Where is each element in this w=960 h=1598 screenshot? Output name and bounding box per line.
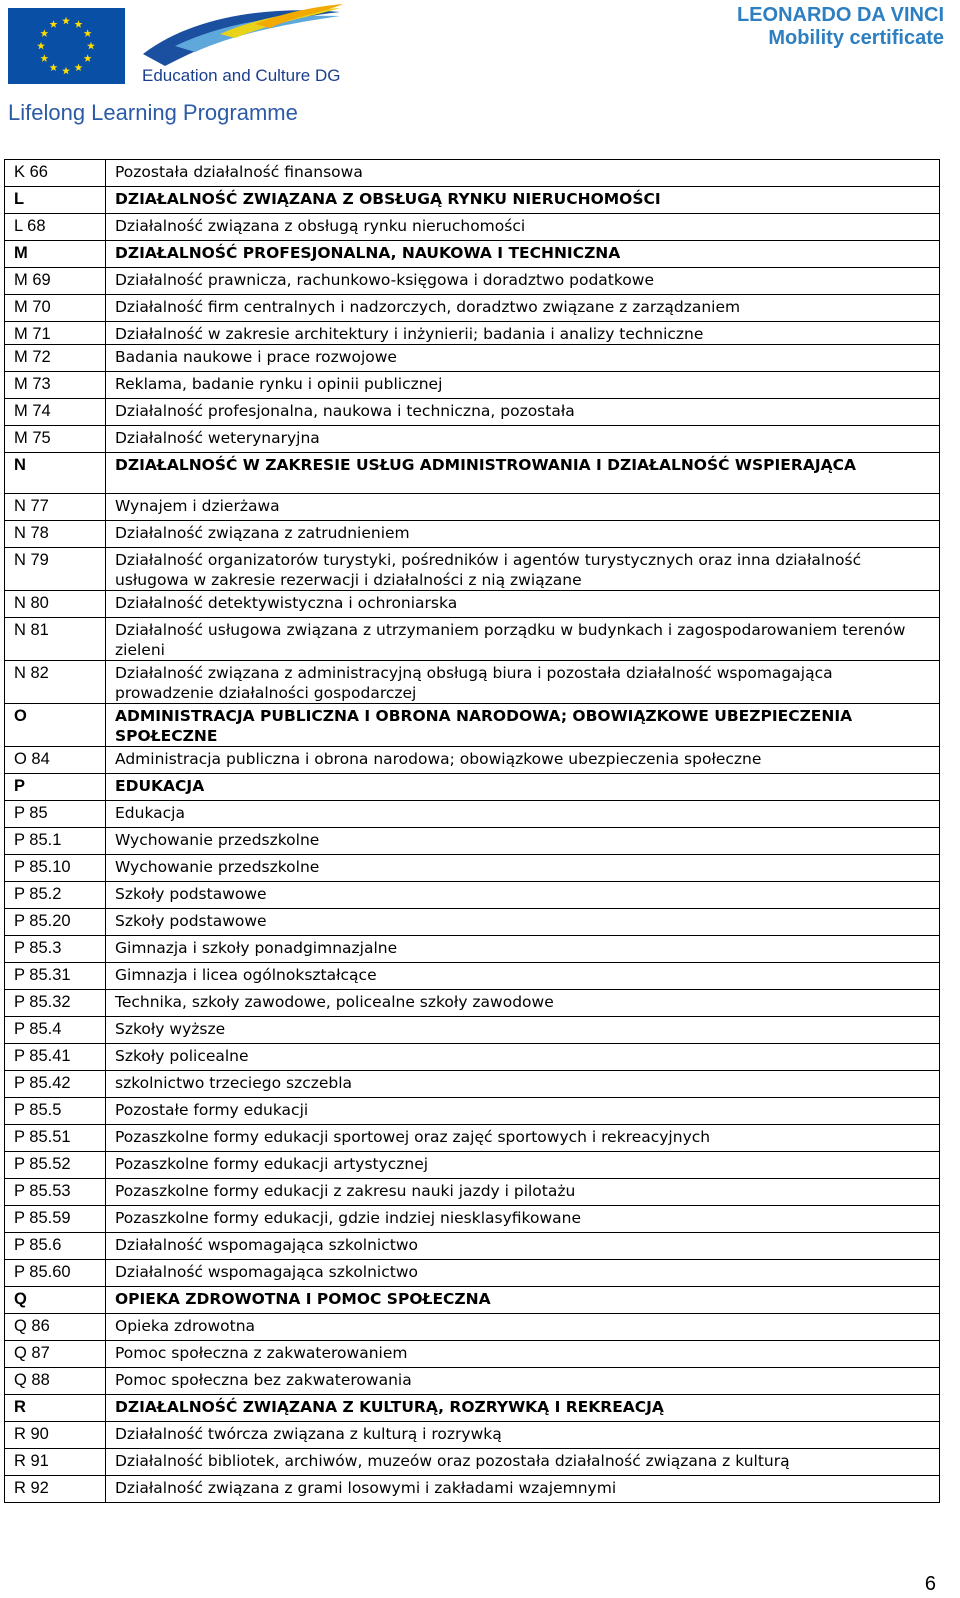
- description-cell: Opieka zdrowotna: [106, 1314, 940, 1341]
- code-cell: O 84: [5, 747, 106, 774]
- code-cell: R 92: [5, 1476, 106, 1503]
- table-row: [5, 936, 940, 963]
- dg-label: Education and Culture DG: [142, 66, 341, 85]
- table-row: [5, 591, 940, 618]
- description-cell: Szkoły wyższe: [106, 1017, 940, 1044]
- table-row: [5, 1260, 940, 1287]
- description-cell: Edukacja: [106, 801, 940, 828]
- code-cell: N 82: [5, 661, 106, 704]
- table-row: [5, 1179, 940, 1206]
- description-cell: Szkoły podstawowe: [106, 909, 940, 936]
- table-row: [5, 521, 940, 548]
- section-row: [5, 453, 940, 494]
- table-row: [5, 345, 940, 372]
- table-row: [5, 1314, 940, 1341]
- description-cell: Działalność związana z obsługą rynku nieruchomości: [106, 214, 940, 241]
- eu-star-icon: [75, 20, 83, 28]
- description-cell: DZIAŁALNOŚĆ ZWIĄZANA Z OBSŁUGĄ RYNKU NIERUCHOMOŚCI: [106, 187, 940, 214]
- table-row: [5, 1152, 940, 1179]
- description-cell: Działalność związana z zatrudnieniem: [106, 521, 940, 548]
- description-cell: Gimnazja i szkoły ponadgimnazjalne: [106, 936, 940, 963]
- description-cell: szkolnictwo trzeciego szczebla: [106, 1071, 940, 1098]
- eu-star-icon: [50, 20, 58, 28]
- description-cell: Działalność organizatorów turystyki, pośredników i agentów turystycznych oraz inna działalność usługowa w zakresie rezerwacji i działalności z nią związane: [106, 548, 940, 591]
- code-cell: R 91: [5, 1449, 106, 1476]
- table-row: [5, 160, 940, 187]
- table-row: [5, 295, 940, 322]
- eu-flag-icon: [8, 8, 125, 84]
- code-cell: Q 88: [5, 1368, 106, 1395]
- description-cell: Pozaszkolne formy edukacji z zakresu nauki jazdy i pilotażu: [106, 1179, 940, 1206]
- code-cell: P 85.51: [5, 1125, 106, 1152]
- description-cell: ADMINISTRACJA PUBLICZNA I OBRONA NARODOWA; OBOWIĄZKOWE UBEZPIECZENIA SPOŁECZNE: [106, 704, 940, 747]
- description-cell: Technika, szkoły zawodowe, policealne szkoły zawodowe: [106, 990, 940, 1017]
- description-cell: Działalność detektywistyczna i ochroniarska: [106, 591, 940, 618]
- description-cell: Działalność wspomagająca szkolnictwo: [106, 1233, 940, 1260]
- code-cell: P 85.10: [5, 855, 106, 882]
- eu-star-icon: [37, 42, 45, 50]
- table-row: [5, 1206, 940, 1233]
- eu-star-icon: [40, 29, 48, 37]
- code-cell: M 72: [5, 345, 106, 372]
- table-row: [5, 1044, 940, 1071]
- code-cell: P 85.60: [5, 1260, 106, 1287]
- table-row: [5, 990, 940, 1017]
- table-row: [5, 1125, 940, 1152]
- code-cell: P 85.42: [5, 1071, 106, 1098]
- code-cell: M 70: [5, 295, 106, 322]
- table-row: [5, 548, 940, 591]
- section-row: [5, 774, 940, 801]
- table-row: [5, 1422, 940, 1449]
- table-row: [5, 747, 940, 774]
- table-row: [5, 882, 940, 909]
- education-culture-logo-icon: [135, 4, 345, 72]
- eu-star-icon: [84, 54, 92, 62]
- description-cell: Działalność profesjonalna, naukowa i techniczna, pozostała: [106, 399, 940, 426]
- section-row: [5, 1395, 940, 1422]
- page-number: 6: [924, 1573, 936, 1595]
- table-row: [5, 1341, 940, 1368]
- code-cell: Q 87: [5, 1341, 106, 1368]
- table-row: [5, 1071, 940, 1098]
- leonardo-line-2: Mobility certificate: [768, 27, 944, 49]
- description-cell: Pozaszkolne formy edukacji, gdzie indziej niesklasyfikowane: [106, 1206, 940, 1233]
- code-cell: P 85.41: [5, 1044, 106, 1071]
- section-row: [5, 704, 940, 747]
- eu-star-icon: [62, 67, 70, 75]
- code-cell: L 68: [5, 214, 106, 241]
- description-cell: Pozostałe formy edukacji: [106, 1098, 940, 1125]
- table-row: [5, 1233, 940, 1260]
- description-cell: Gimnazja i licea ogólnokształcące: [106, 963, 940, 990]
- code-cell: P 85.5: [5, 1098, 106, 1125]
- description-cell: Administracja publiczna i obrona narodowa; obowiązkowe ubezpieczenia społeczne: [106, 747, 940, 774]
- description-cell: Działalność w zakresie architektury i inżynierii; badania i analizy techniczne: [106, 322, 940, 345]
- description-cell: Działalność firm centralnych i nadzorczych, doradztwo związane z zarządzaniem: [106, 295, 940, 322]
- description-cell: Wynajem i dzierżawa: [106, 494, 940, 521]
- eu-star-icon: [40, 54, 48, 62]
- code-cell: N: [5, 453, 106, 494]
- description-cell: OPIEKA ZDROWOTNA I POMOC SPOŁECZNA: [106, 1287, 940, 1314]
- nace-classification-table: [4, 159, 940, 1503]
- table-row: [5, 1368, 940, 1395]
- eu-star-icon: [50, 63, 58, 71]
- description-cell: Pomoc społeczna bez zakwaterowania: [106, 1368, 940, 1395]
- code-cell: M: [5, 241, 106, 268]
- table-row: [5, 1017, 940, 1044]
- table-row: [5, 828, 940, 855]
- code-cell: P 85: [5, 801, 106, 828]
- description-cell: Działalność wspomagająca szkolnictwo: [106, 1260, 940, 1287]
- description-cell: Reklama, badanie rynku i opinii publicznej: [106, 372, 940, 399]
- table-row: [5, 801, 940, 828]
- code-cell: M 75: [5, 426, 106, 453]
- table-row: [5, 963, 940, 990]
- description-cell: Szkoły podstawowe: [106, 882, 940, 909]
- table-row: [5, 399, 940, 426]
- eu-star-icon: [87, 42, 95, 50]
- description-cell: Pomoc społeczna z zakwaterowaniem: [106, 1341, 940, 1368]
- code-cell: P 85.53: [5, 1179, 106, 1206]
- code-cell: P 85.4: [5, 1017, 106, 1044]
- description-cell: DZIAŁALNOŚĆ W ZAKRESIE USŁUG ADMINISTROWANIA I DZIAŁALNOŚĆ WSPIERAJĄCA: [106, 453, 940, 494]
- description-cell: Działalność związana z administracyjną obsługą biura i pozostała działalność wspomagająca prowadzenie działalności gospodarczej: [106, 661, 940, 704]
- page-header: [0, 0, 960, 160]
- table-row: [5, 322, 940, 345]
- description-cell: Działalność weterynaryjna: [106, 426, 940, 453]
- code-cell: P 85.3: [5, 936, 106, 963]
- code-cell: P 85.20: [5, 909, 106, 936]
- code-cell: M 73: [5, 372, 106, 399]
- programme-label: Lifelong Learning Programme: [8, 100, 298, 125]
- description-cell: EDUKACJA: [106, 774, 940, 801]
- table-row: [5, 372, 940, 399]
- code-cell: P 85.1: [5, 828, 106, 855]
- description-cell: Działalność związana z grami losowymi i zakładami wzajemnymi: [106, 1476, 940, 1503]
- code-cell: M 71: [5, 322, 106, 345]
- code-cell: R 90: [5, 1422, 106, 1449]
- table-row: [5, 426, 940, 453]
- code-cell: Q 86: [5, 1314, 106, 1341]
- code-cell: Q: [5, 1287, 106, 1314]
- code-cell: M 74: [5, 399, 106, 426]
- description-cell: Działalność prawnicza, rachunkowo-księgowa i doradztwo podatkowe: [106, 268, 940, 295]
- eu-star-icon: [62, 17, 70, 25]
- code-cell: P 85.59: [5, 1206, 106, 1233]
- table-row: [5, 855, 940, 882]
- code-cell: R: [5, 1395, 106, 1422]
- table-row: [5, 268, 940, 295]
- description-cell: Szkoły policealne: [106, 1044, 940, 1071]
- description-cell: DZIAŁALNOŚĆ PROFESJONALNA, NAUKOWA I TECHNICZNA: [106, 241, 940, 268]
- table-row: [5, 661, 940, 704]
- eu-star-icon: [75, 63, 83, 71]
- code-cell: N 78: [5, 521, 106, 548]
- section-row: [5, 241, 940, 268]
- code-cell: M 69: [5, 268, 106, 295]
- description-cell: Pozostała działalność finansowa: [106, 160, 940, 187]
- code-cell: K 66: [5, 160, 106, 187]
- table-row: [5, 1098, 940, 1125]
- code-cell: P 85.2: [5, 882, 106, 909]
- eu-star-icon: [84, 29, 92, 37]
- code-cell: P 85.32: [5, 990, 106, 1017]
- section-row: [5, 187, 940, 214]
- code-cell: P 85.31: [5, 963, 106, 990]
- description-cell: Działalność usługowa związana z utrzymaniem porządku w budynkach i zagospodarowaniem terenów zieleni: [106, 618, 940, 661]
- table-row: [5, 1449, 940, 1476]
- table-row: [5, 909, 940, 936]
- code-cell: N 79: [5, 548, 106, 591]
- description-cell: Działalność twórcza związana z kulturą i rozrywką: [106, 1422, 940, 1449]
- code-cell: N 77: [5, 494, 106, 521]
- code-cell: N 81: [5, 618, 106, 661]
- leonardo-title: [737, 4, 944, 50]
- code-cell: O: [5, 704, 106, 747]
- section-row: [5, 1287, 940, 1314]
- table-row: [5, 214, 940, 241]
- code-cell: P 85.52: [5, 1152, 106, 1179]
- table-row: [5, 618, 940, 661]
- description-cell: Pozaszkolne formy edukacji artystycznej: [106, 1152, 940, 1179]
- description-cell: Wychowanie przedszkolne: [106, 855, 940, 882]
- description-cell: Badania naukowe i prace rozwojowe: [106, 345, 940, 372]
- description-cell: Pozaszkolne formy edukacji sportowej oraz zajęć sportowych i rekreacyjnych: [106, 1125, 940, 1152]
- table-row: [5, 1476, 940, 1503]
- description-cell: Wychowanie przedszkolne: [106, 828, 940, 855]
- code-cell: N 80: [5, 591, 106, 618]
- code-cell: P 85.6: [5, 1233, 106, 1260]
- code-cell: P: [5, 774, 106, 801]
- description-cell: Działalność bibliotek, archiwów, muzeów oraz pozostała działalność związana z kulturą: [106, 1449, 940, 1476]
- description-cell: DZIAŁALNOŚĆ ZWIĄZANA Z KULTURĄ, ROZRYWKĄ I REKREACJĄ: [106, 1395, 940, 1422]
- code-cell: L: [5, 187, 106, 214]
- leonardo-line-1: LEONARDO DA VINCI: [736, 4, 944, 26]
- table-row: [5, 494, 940, 521]
